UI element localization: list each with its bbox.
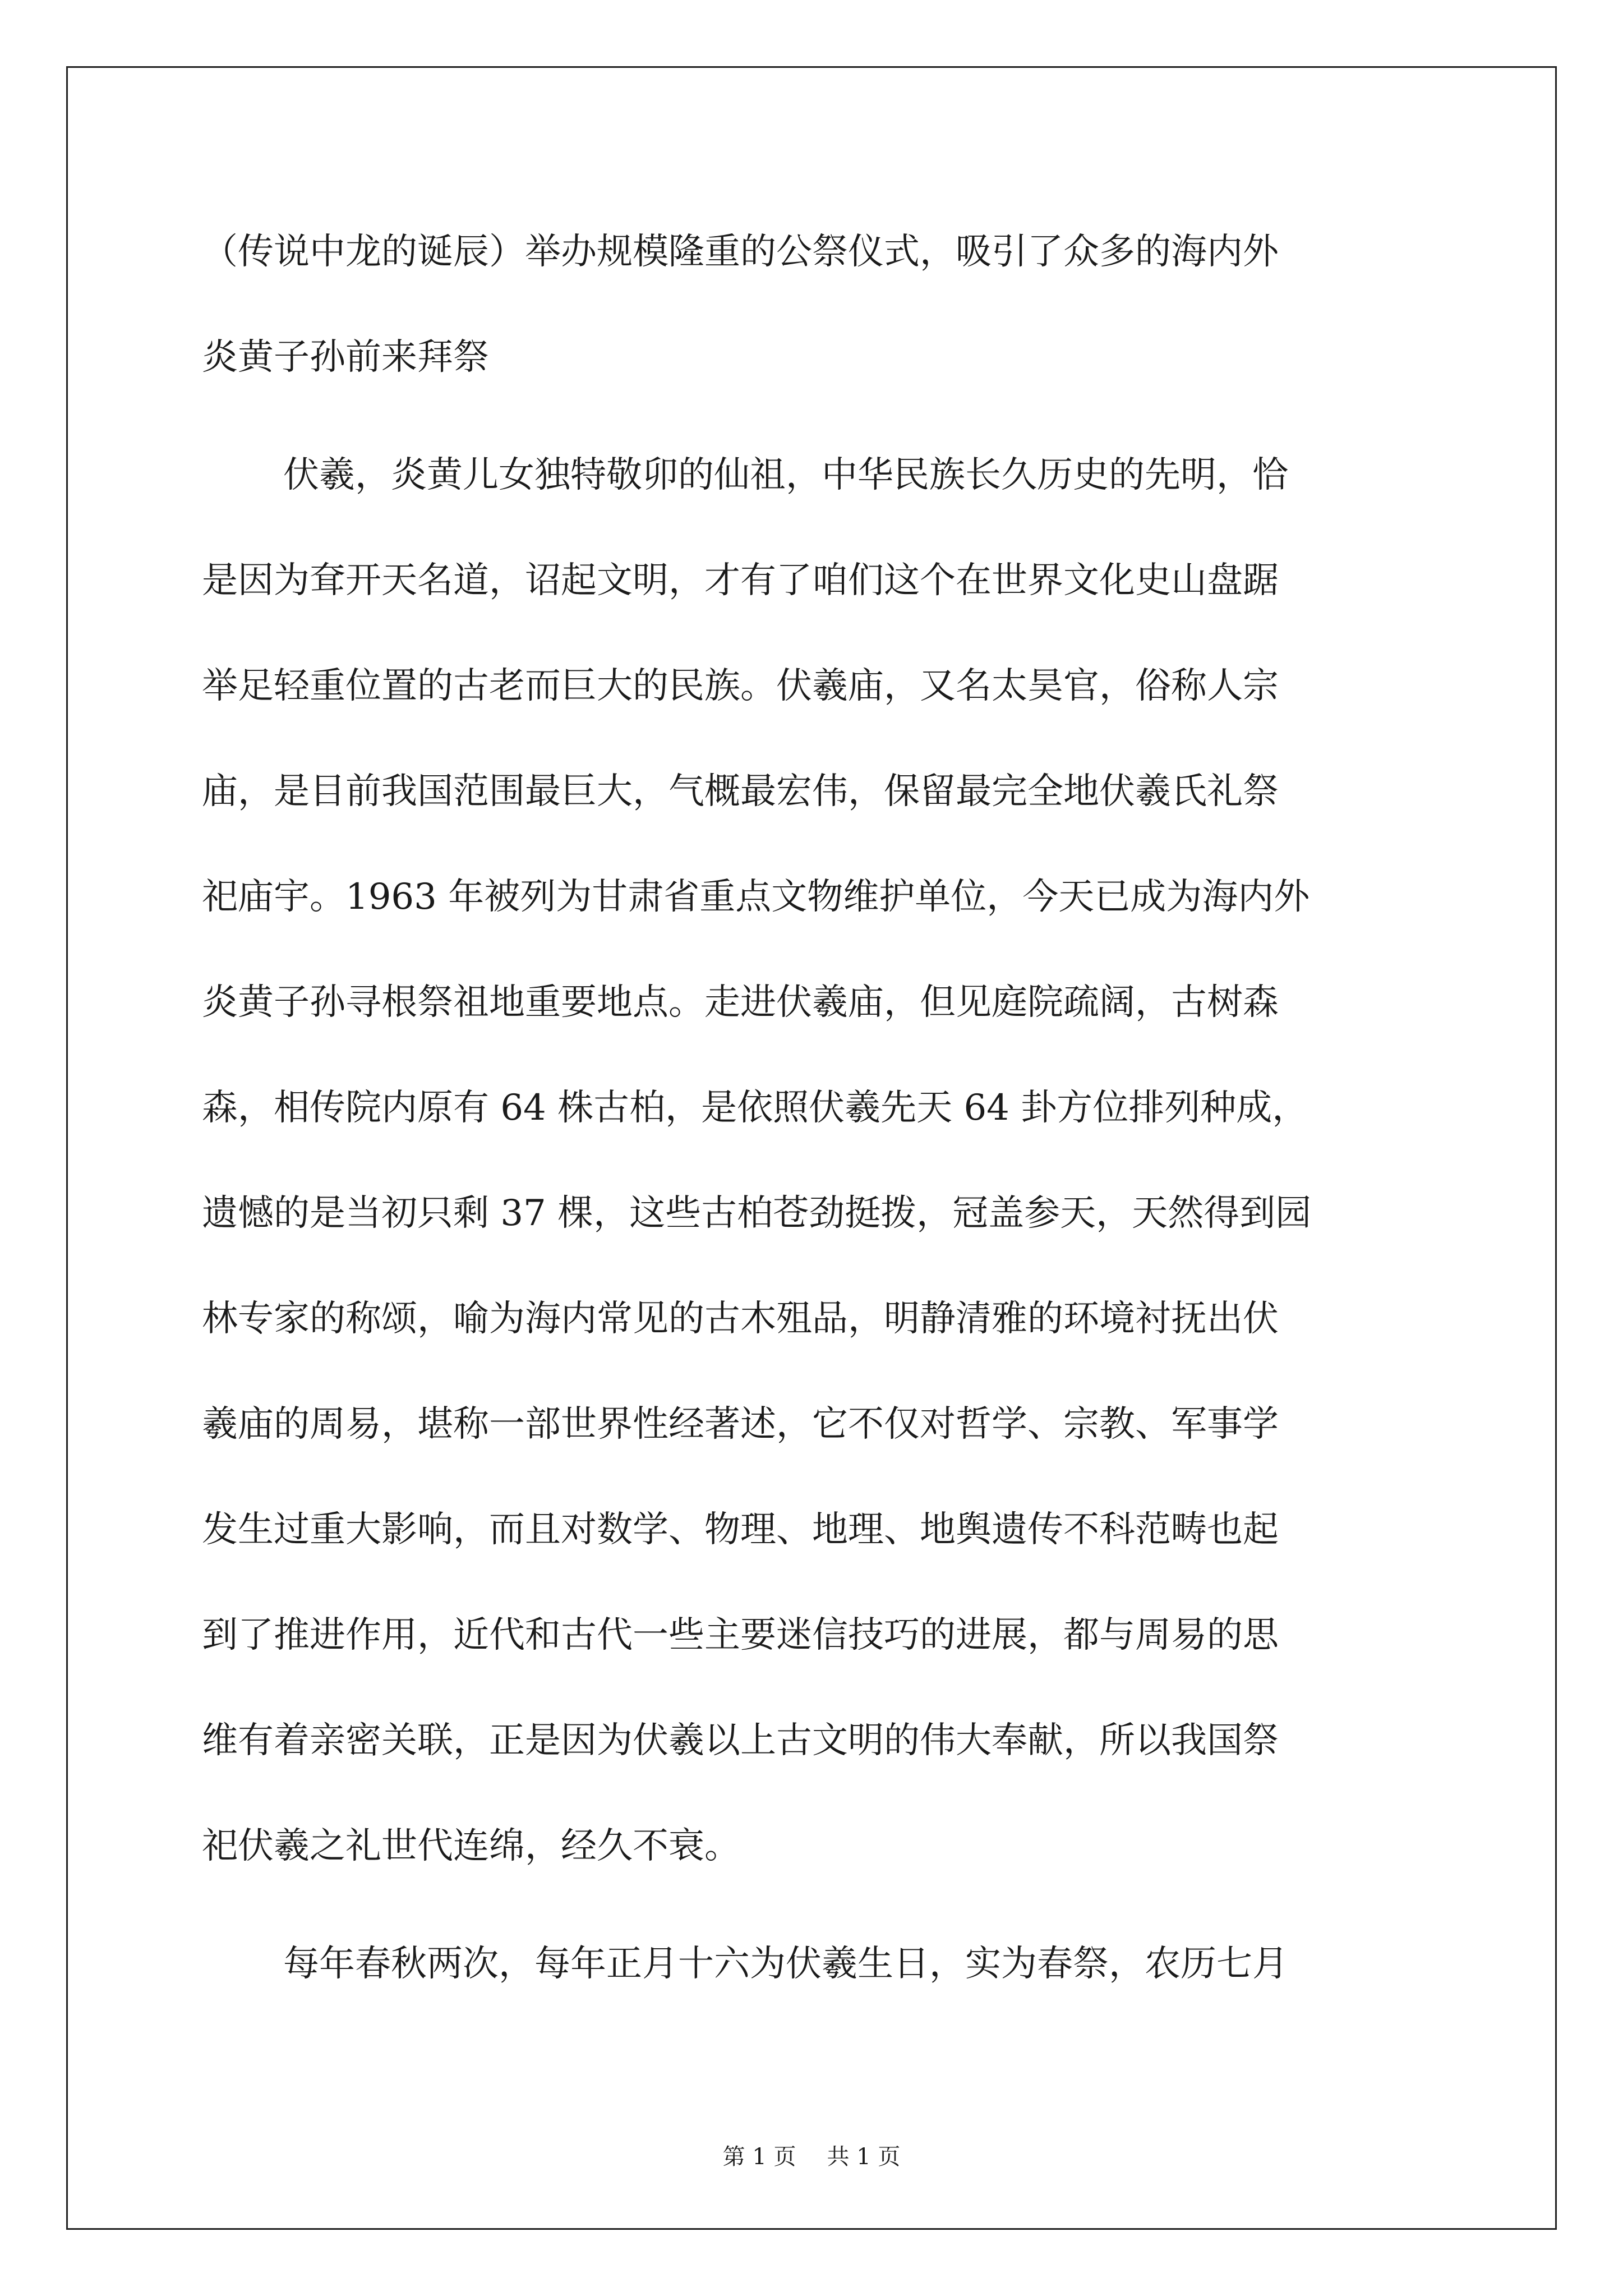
- text-line: 炎黄子孙寻根祭祖地重要地点。走进伏羲庙，但见庭院疏阔，古树森: [202, 982, 1279, 1023]
- text-line: 遗憾的是当初只剩 37 棵，这些古柏苍劲挺拨，冠盖参天，天然得到园: [202, 1193, 1312, 1234]
- text-line: 维有着亲密关联，正是因为伏羲以上古文明的伟大奉献，所以我国祭: [202, 1720, 1279, 1761]
- text-line: 羲庙的周易，堪称一部世界性经著述，它不仅对哲学、宗教、军事学: [202, 1404, 1279, 1445]
- document-body: [202, 199, 1430, 2017]
- text-line: 举足轻重位置的古老而巨大的民族。伏羲庙，又名太昊官，俗称人宗: [202, 665, 1279, 707]
- text-line: 炎黄子孙前来拜祭: [202, 337, 489, 378]
- text-line: 到了推进作用，近代和古代一些主要迷信技巧的进展，都与周易的思: [202, 1614, 1279, 1656]
- text-line: 庙，是目前我国范围最巨大，气概最宏伟，保留最完全地伏羲氏礼祭: [202, 771, 1279, 812]
- paragraph-gap: [202, 1899, 1430, 1911]
- paragraph: [202, 1911, 1430, 2017]
- text-line: 祀伏羲之礼世代连绵，经久不衰。: [202, 1825, 740, 1867]
- text-line: 森，相传院内原有 64 株古柏，是依照伏羲先天 64 卦方位排列种成，: [202, 1087, 1308, 1129]
- text-line: （传说中龙的诞辰）举办规模隆重的公祭仪式，吸引了众多的海内外: [202, 231, 1279, 273]
- text-line: 林专家的称颂，喻为海内常见的古木殂品，明静清雅的环境衬抚出伏: [202, 1298, 1279, 1340]
- page-total: 共 1 页: [827, 2144, 901, 2170]
- page-footer: [0, 2140, 1623, 2174]
- paragraph: [202, 422, 1430, 1899]
- page-number: 第 1 页: [722, 2144, 796, 2170]
- paragraph: [202, 199, 1430, 410]
- text-line: 发生过重大影响，而且对数学、物理、地理、地舆遗传不科范畴也起: [202, 1509, 1279, 1550]
- text-line: 每年春秋两次，每年正月十六为伏羲生日，实为春祭，农历七月: [283, 1943, 1288, 1985]
- paragraph-gap: [202, 410, 1430, 422]
- text-line: 是因为耷开天名道，诏起文明，才有了咱们这个在世界文化史山盘踞: [202, 560, 1279, 601]
- text-line: 祀庙宇。1963 年被列为甘肃省重点文物维护单位，今天已成为海内外: [202, 876, 1310, 918]
- text-line: 伏羲，炎黄儿女独特敬卯的仙祖，中华民族长久历史的先明，恰: [283, 454, 1288, 496]
